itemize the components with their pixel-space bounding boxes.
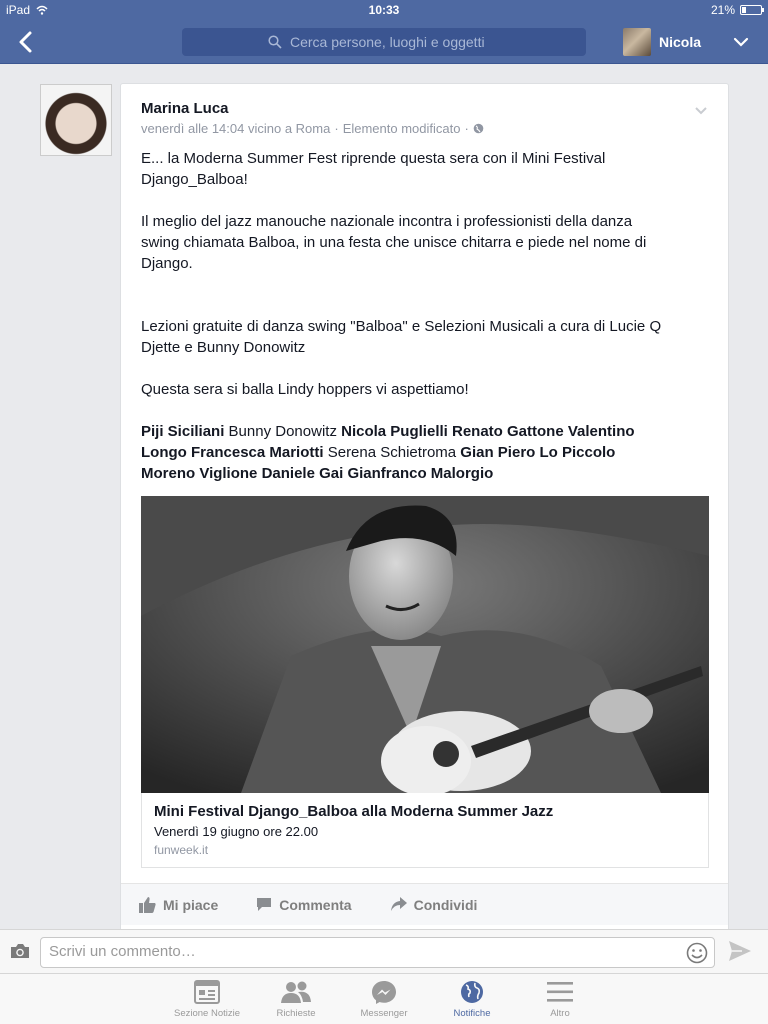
post-paragraph: Il meglio del jazz manouche nazionale incontra i professionisti della danza swing chiamata Balboa, in una festa che unisce chitarra e piede nel nome di Django. bbox=[141, 213, 647, 272]
search-input[interactable] bbox=[290, 34, 500, 50]
like-label: Mi piace bbox=[163, 896, 219, 913]
messenger-icon bbox=[371, 980, 397, 1004]
post-paragraph: Lezioni gratuite di danza swing "Balboa" e Selezioni Musicali a cura di Lucie Q Djette e Bunny Donowitz bbox=[141, 318, 662, 356]
device-label: iPad bbox=[6, 3, 31, 17]
comment-button[interactable] bbox=[256, 897, 351, 913]
public-globe-icon bbox=[473, 123, 484, 134]
send-icon[interactable] bbox=[728, 940, 752, 962]
comment-bar bbox=[0, 929, 768, 973]
tab-label: Richieste bbox=[276, 1008, 316, 1019]
post-options-chevron-icon[interactable] bbox=[694, 106, 708, 116]
battery-fill bbox=[742, 7, 746, 13]
user-avatar bbox=[623, 28, 651, 56]
tagged-person[interactable]: Piji Siciliani bbox=[141, 423, 225, 440]
chevron-down-icon[interactable] bbox=[732, 33, 750, 51]
back-arrow-icon[interactable] bbox=[14, 29, 40, 55]
link-domain: funweek.it bbox=[154, 843, 209, 857]
tagged-person[interactable]: Valentino Longo bbox=[141, 423, 635, 461]
share-arrow-icon bbox=[390, 897, 407, 912]
comment-icon bbox=[256, 897, 272, 912]
like-button[interactable] bbox=[139, 897, 218, 913]
status-bar bbox=[0, 0, 768, 20]
tab-messenger[interactable] bbox=[339, 980, 429, 1019]
tagged-person[interactable]: Bunny Donowitz bbox=[228, 423, 337, 440]
tab-label: Notifiche bbox=[453, 1008, 491, 1019]
post-time[interactable]: venerdì alle 14:04 vicino a Roma bbox=[141, 121, 331, 136]
meta-separator: · bbox=[334, 121, 339, 136]
shared-photo[interactable] bbox=[141, 496, 709, 793]
tagged-person[interactable]: Serena Schietroma bbox=[327, 444, 457, 461]
meta-separator-2: · bbox=[464, 121, 469, 136]
post-paragraph: Questa sera si balla Lindy hoppers vi aspettiamo! bbox=[141, 381, 469, 398]
thumbs-up-icon bbox=[139, 897, 156, 913]
camera-icon[interactable] bbox=[10, 943, 30, 959]
tab-label: Messenger bbox=[360, 1008, 408, 1019]
tagged-person[interactable]: Gianfranco Malorgio bbox=[347, 465, 494, 482]
nav-bar bbox=[0, 20, 768, 64]
link-subtitle: Venerdì 19 giugno ore 22.00 bbox=[154, 824, 319, 839]
search-box[interactable] bbox=[182, 28, 586, 56]
post-actions bbox=[121, 883, 728, 925]
clock: 10:33 bbox=[368, 3, 400, 17]
link-preview[interactable] bbox=[141, 793, 709, 868]
emoji-smile-icon[interactable] bbox=[686, 942, 708, 964]
post-card bbox=[120, 83, 729, 943]
tagged-person[interactable]: Moreno Viglione bbox=[141, 465, 258, 482]
tab-label: Sezione Notizie bbox=[173, 1008, 240, 1019]
share-label: Condividi bbox=[413, 896, 478, 913]
tab-notifications[interactable] bbox=[427, 980, 517, 1019]
globe-icon bbox=[460, 980, 484, 1004]
battery-percent: 21% bbox=[710, 3, 735, 17]
tab-more[interactable] bbox=[515, 980, 605, 1019]
share-button[interactable] bbox=[390, 897, 478, 913]
menu-icon bbox=[547, 980, 573, 1004]
tab-bar bbox=[0, 973, 768, 1024]
comment-field[interactable] bbox=[40, 937, 715, 968]
profile-button[interactable] bbox=[623, 28, 701, 56]
comment-input[interactable] bbox=[49, 943, 669, 960]
news-feed-icon bbox=[194, 980, 220, 1004]
user-name: Nicola bbox=[659, 34, 702, 50]
tagged-person[interactable]: Francesca Mariotti bbox=[191, 444, 324, 461]
link-title: Mini Festival Django_Balboa alla Moderna Summer Jazz bbox=[154, 803, 554, 820]
tagged-person[interactable]: Gian Piero Lo Piccolo bbox=[460, 444, 616, 461]
tab-news-feed[interactable] bbox=[162, 980, 252, 1019]
tagged-person[interactable]: Renato Gattone bbox=[452, 423, 564, 440]
author-avatar[interactable] bbox=[40, 84, 112, 156]
tab-label: Altro bbox=[550, 1008, 570, 1019]
friend-requests-icon bbox=[280, 980, 312, 1004]
post-author[interactable]: Marina Luca bbox=[141, 100, 229, 117]
edited-label[interactable]: Elemento modificato bbox=[342, 121, 461, 136]
tagged-person[interactable]: Nicola Puglielli bbox=[341, 423, 448, 440]
search-icon bbox=[268, 35, 282, 49]
tagged-people bbox=[141, 421, 671, 484]
comment-label: Commenta bbox=[279, 896, 352, 913]
post-paragraph: E... la Moderna Summer Fest riprende questa sera con il Mini Festival Django_Balboa! bbox=[141, 150, 606, 188]
post-meta bbox=[141, 121, 484, 136]
post-body bbox=[141, 148, 671, 505]
tagged-person[interactable]: Daniele Gai bbox=[261, 465, 344, 482]
photo-illustration bbox=[141, 496, 709, 793]
battery-icon bbox=[740, 5, 762, 15]
tab-requests[interactable] bbox=[251, 980, 341, 1019]
